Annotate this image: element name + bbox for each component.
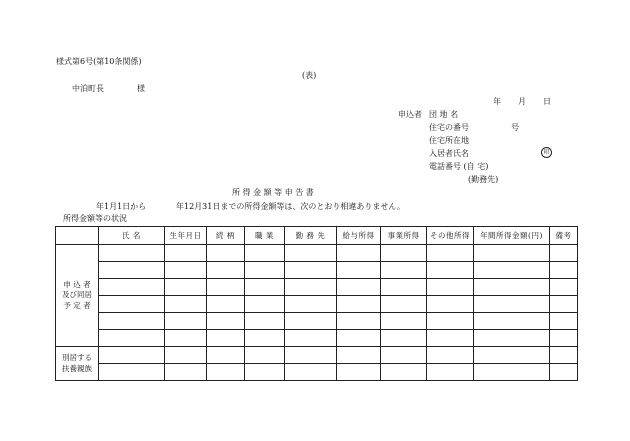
table-row	[56, 296, 578, 313]
addressee-mayor: 中泊町長	[72, 84, 104, 93]
seal-mark: 印	[541, 147, 552, 158]
page-title: 所 得 金 額 等 申 告 書	[232, 188, 314, 197]
house-number-label: 住宅の番号	[429, 123, 469, 132]
header-corner	[56, 227, 99, 245]
table-row	[56, 279, 578, 296]
table-row	[56, 262, 578, 279]
applicant-label: 申込者	[398, 110, 422, 119]
house-number-unit: 号	[511, 123, 519, 132]
table-row	[56, 347, 578, 364]
group-label-applicant-household: 申 込 者 及び同居 予 定 者	[56, 245, 99, 347]
group-label-dependents: 別居する 扶養親族	[56, 347, 99, 381]
table-row	[56, 364, 578, 381]
date-year: 年	[493, 97, 501, 106]
phone-work-label: (勤務先)	[468, 175, 499, 184]
address-label: 住宅所在地	[429, 136, 469, 145]
form-number: 様式第6号(第10条関係)	[56, 57, 142, 66]
group-name-label: 団 地 名	[429, 110, 459, 119]
header-salary-income: 給与所得	[337, 227, 381, 245]
phone-label: 電話番号 (自 宅)	[429, 162, 489, 171]
header-name: 氏 名	[99, 227, 165, 245]
section-label: 所得金額等の状況	[63, 214, 127, 223]
addressee-honorific: 様	[137, 84, 145, 93]
header-relationship: 続 柄	[207, 227, 245, 245]
header-other-income: その他所得	[427, 227, 474, 245]
table-header-row	[56, 227, 578, 245]
period-end-text: 年12月31日までの所得金額等は、次のとおり相違ありません。	[176, 202, 405, 211]
header-business-income: 事業所得	[381, 227, 427, 245]
period-start: 年1月1日から	[96, 202, 147, 211]
date-month: 月	[518, 97, 526, 106]
resident-name-label: 入居者氏名	[429, 149, 469, 158]
table-row	[56, 245, 578, 262]
header-remarks: 備考	[550, 227, 578, 245]
table-row	[56, 313, 578, 330]
header-workplace: 勤 務 先	[285, 227, 337, 245]
header-birthdate: 生年月日	[165, 227, 207, 245]
date-day: 日	[543, 97, 551, 106]
header-occupation: 職 業	[245, 227, 285, 245]
header-annual-income: 年間所得金額(円)	[474, 227, 550, 245]
income-table	[55, 226, 578, 381]
table-row	[56, 330, 578, 347]
side-label: (表)	[302, 71, 317, 80]
